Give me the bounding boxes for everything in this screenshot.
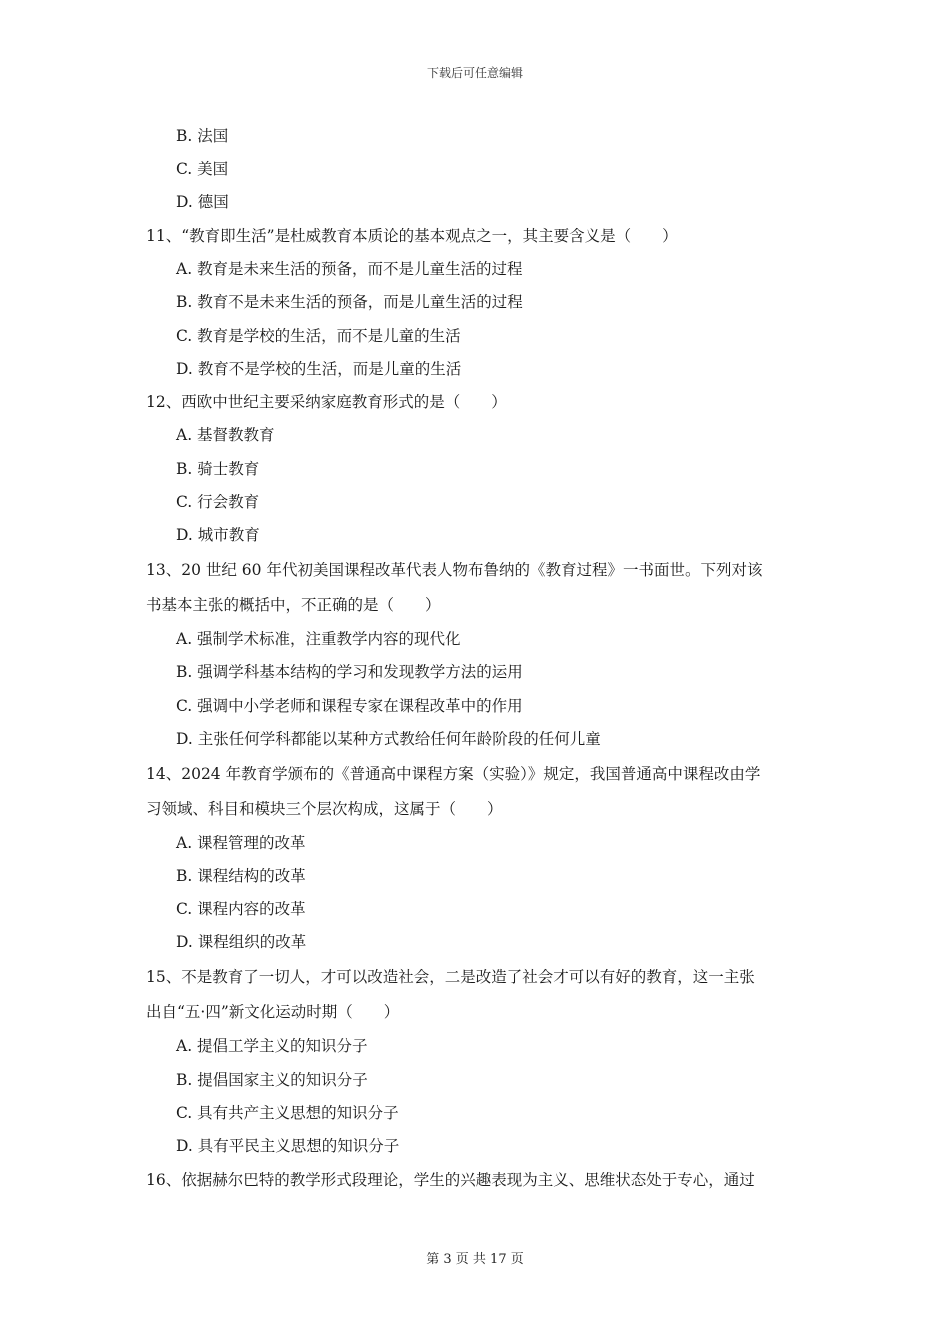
option-12-c: C. 行会教育: [176, 493, 260, 511]
option-11-c: C. 教育是学校的生活，而不是儿童的生活: [176, 327, 461, 345]
option-13-c: C. 强调中小学老师和课程专家在课程改革中的作用: [176, 697, 523, 715]
page-footer: 第 3 页 共 17 页: [426, 1252, 524, 1267]
option-11-d: D. 教育不是学校的生活，而是儿童的生活: [176, 360, 462, 378]
question-15-line-2: 出自“五·四”新文化运动时期（ ）: [146, 1003, 400, 1021]
question-13-line-2: 书基本主张的概括中，不正确的是（ ）: [146, 596, 441, 614]
option-15-a: A. 提倡工学主义的知识分子: [176, 1037, 368, 1055]
option-14-a: A. 课程管理的改革: [176, 834, 306, 852]
question-12: 12、西欧中世纪主要采纳家庭教育形式的是（ ）: [146, 393, 507, 411]
page-header: 下载后可任意编辑: [426, 66, 523, 80]
option-13-a: A. 强制学术标准，注重教学内容的现代化: [176, 630, 461, 648]
question-14-line-1: 14、2024 年教育学颁布的《普通高中课程方案（实验）》规定，我国普通高中课程改由学: [146, 765, 761, 783]
question-14-line-2: 习领域、科目和模块三个层次构成，这属于（ ）: [146, 800, 503, 818]
option-10-b: B. 法国: [176, 127, 229, 145]
option-12-d: D. 城市教育: [176, 526, 260, 544]
option-15-b: B. 提倡国家主义的知识分子: [176, 1071, 368, 1089]
option-12-a: A. 基督教教育: [176, 426, 275, 444]
question-11: 11、“教育即生活”是杜威教育本质论的基本观点之一，其主要含义是（ ）: [146, 227, 678, 245]
option-11-a: A. 教育是未来生活的预备，而不是儿童生活的过程: [176, 260, 523, 278]
option-14-b: B. 课程结构的改革: [176, 867, 306, 885]
option-13-d: D. 主张任何学科都能以某种方式教给任何年龄阶段的任何儿童: [176, 730, 601, 748]
question-16-line-1: 16、依据赫尔巴特的教学形式段理论，学生的兴趣表现为主义、思维状态处于专心，通过: [146, 1171, 755, 1189]
question-13-line-1: 13、20 世纪 60 年代初美国课程改革代表人物布鲁纳的《教育过程》一书面世。下列对该: [146, 561, 763, 579]
option-14-c: C. 课程内容的改革: [176, 900, 306, 918]
option-12-b: B. 骑士教育: [176, 460, 260, 478]
option-15-d: D. 具有平民主义思想的知识分子: [176, 1137, 400, 1155]
option-10-d: D. 德国: [176, 193, 229, 211]
option-10-c: C. 美国: [176, 160, 229, 178]
option-11-b: B. 教育不是未来生活的预备，而是儿童生活的过程: [176, 293, 523, 311]
option-13-b: B. 强调学科基本结构的学习和发现教学方法的运用: [176, 663, 523, 681]
question-15-line-1: 15、不是教育了一切人，才可以改造社会，二是改造了社会才可以有好的教育，这一主张: [146, 968, 755, 986]
option-14-d: D. 课程组织的改革: [176, 933, 307, 951]
option-15-c: C. 具有共产主义思想的知识分子: [176, 1104, 399, 1122]
